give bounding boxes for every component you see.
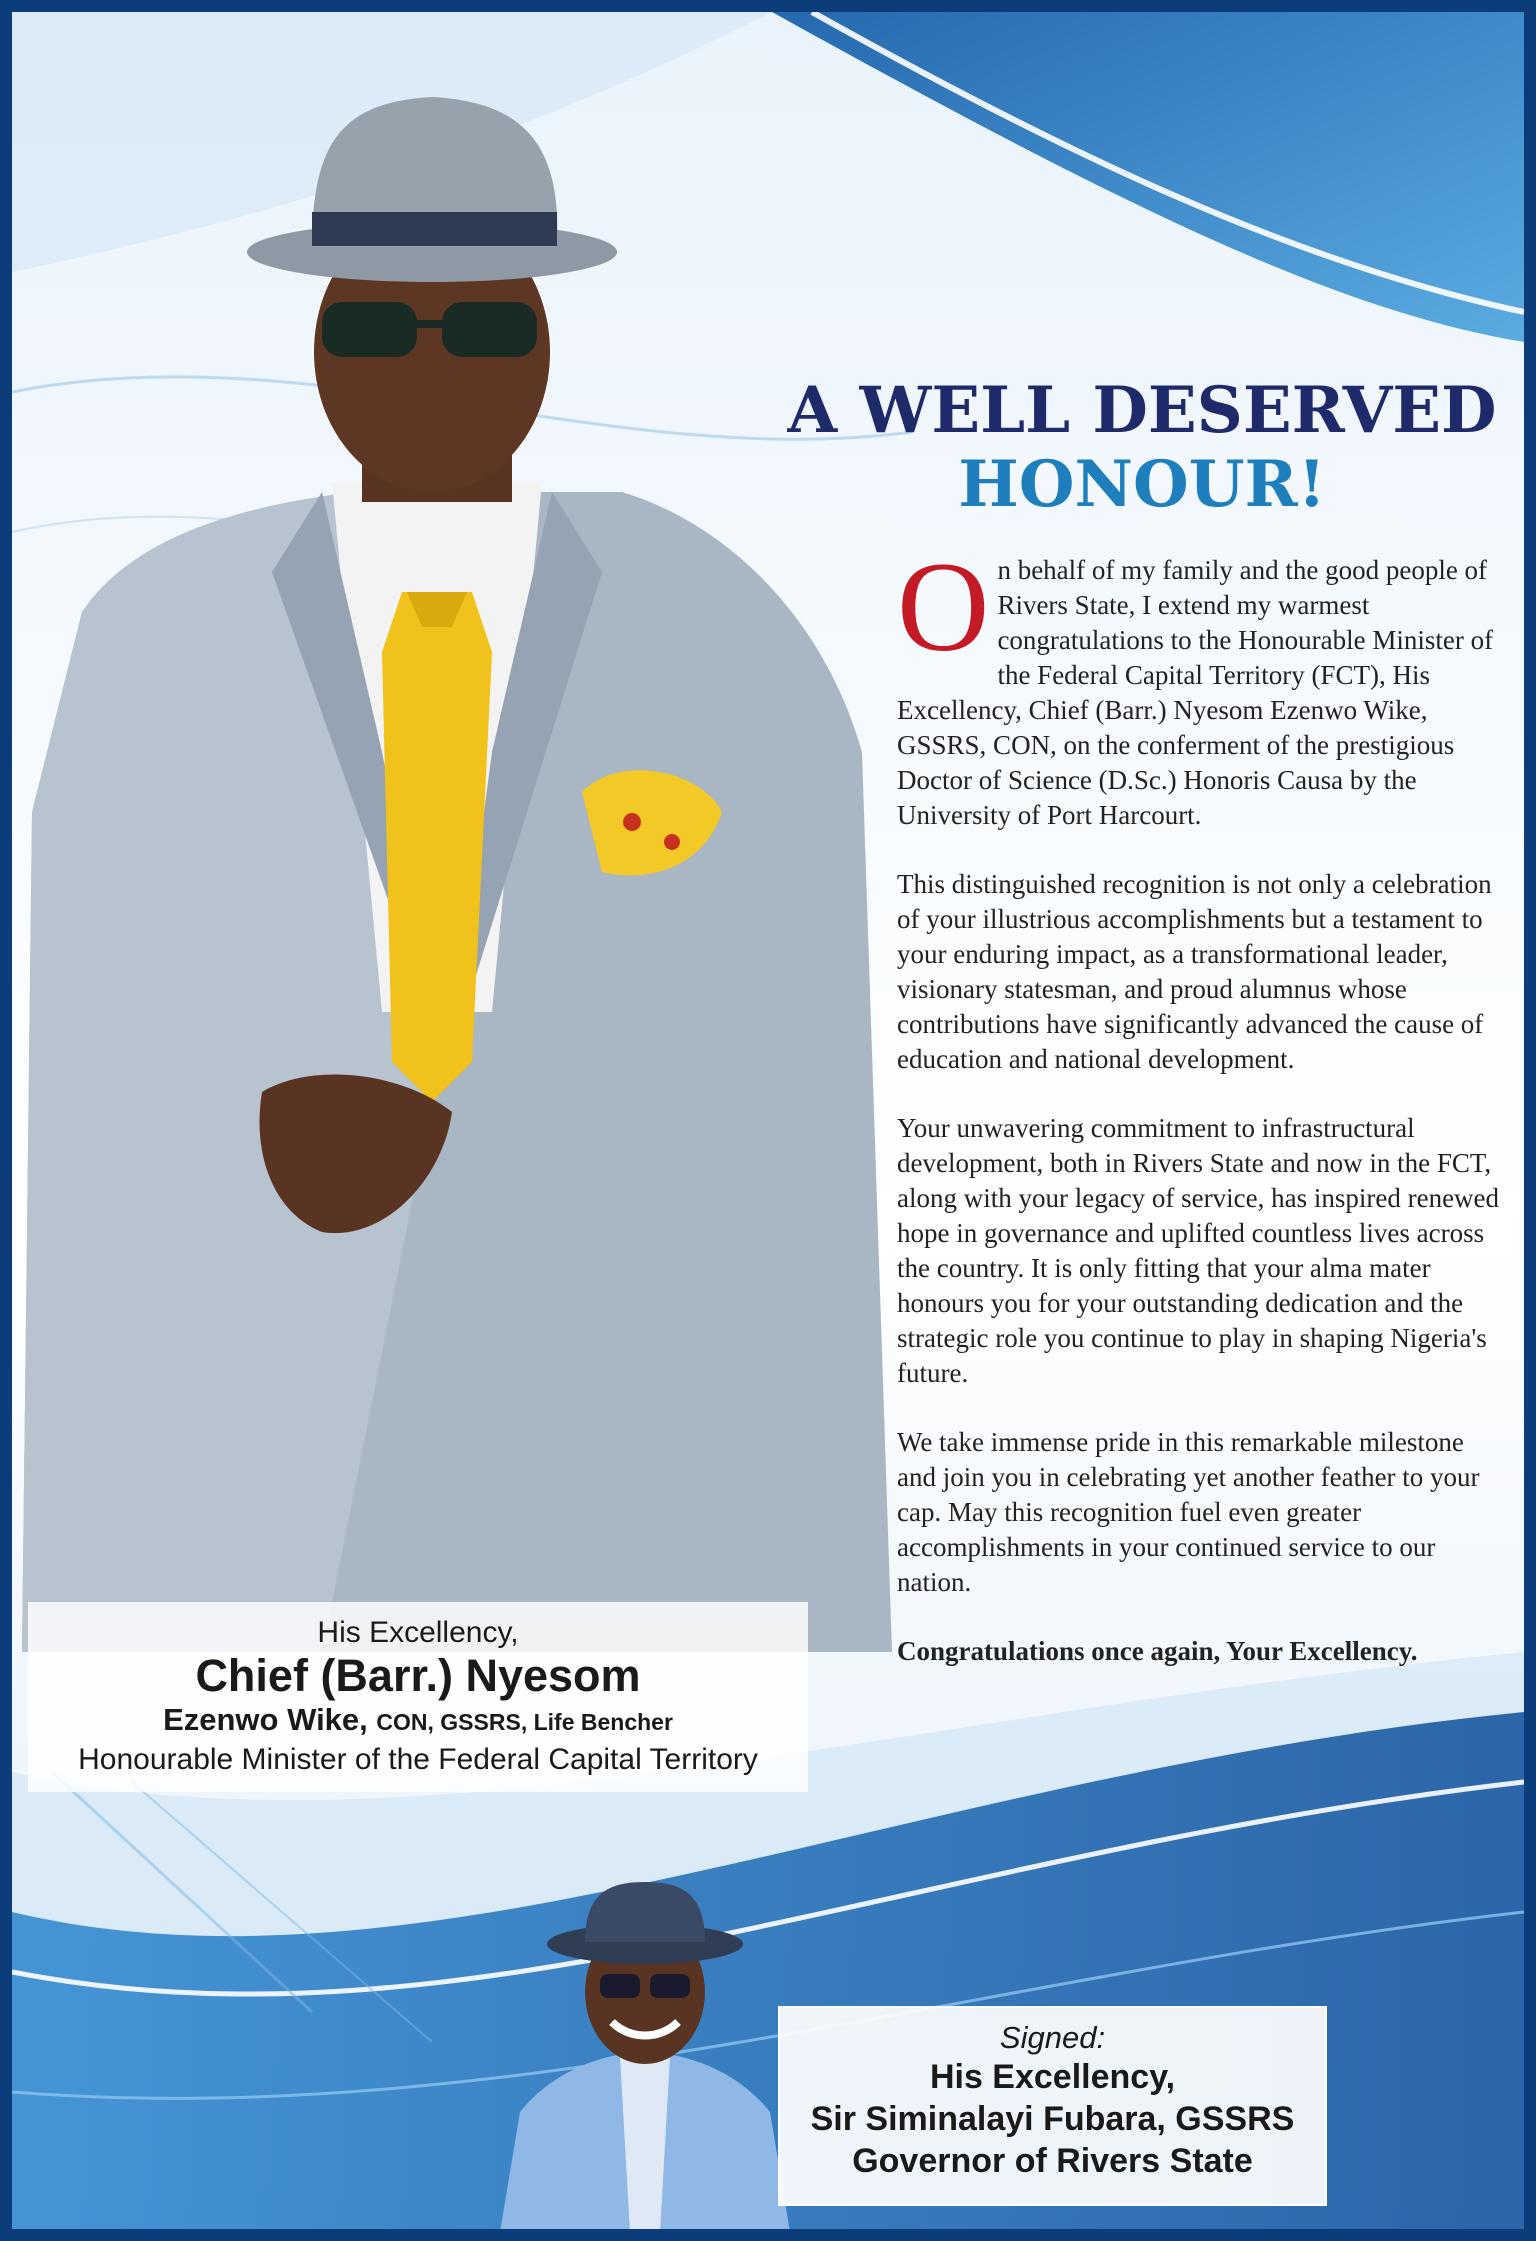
honoree-portrait xyxy=(22,52,892,1652)
caption-name: Chief (Barr.) Nyesom xyxy=(195,1650,641,1701)
signatory-office: Governor of Rivers State xyxy=(852,2142,1253,2180)
signed-label: Signed: xyxy=(999,2020,1106,2055)
paragraph-1 xyxy=(897,536,1505,833)
signatory-honorific: His Excellency, xyxy=(929,2058,1176,2096)
headline-line-1: A WELL DESERVED xyxy=(787,373,1497,448)
headline xyxy=(782,374,1502,522)
paragraph-3: Your unwavering commitment to infrastructural development, both in Rivers State and now in the FCT, along with your legacy of service, has inspired renewed hope in governance and uplifted countless lives across the country. It is only fitting that your alma mater honours you for your outstanding dedication and the strategic role you continue to play in shaping Nigeria's future. xyxy=(897,1113,1500,1388)
caption-name-titles xyxy=(28,1702,808,1740)
closing-line: Congratulations once again, Your Excellency. xyxy=(897,1636,1418,1666)
signatory-name: Sir Siminalayi Fubara, GSSRS xyxy=(810,2100,1295,2138)
headline-line-2: HONOUR! xyxy=(958,447,1326,522)
honoree-caption xyxy=(28,1602,808,1792)
signature-block xyxy=(778,2006,1327,2206)
congratulatory-message xyxy=(897,536,1505,1703)
governor-portrait xyxy=(500,1882,790,2232)
caption-surname: Ezenwo Wike, xyxy=(163,1702,368,1737)
caption-honorific: His Excellency, xyxy=(317,1616,519,1649)
caption-titles: CON, GSSRS, Life Bencher xyxy=(376,1709,673,1735)
paragraph-1-text: n behalf of my family and the good people of Rivers State, I extend my warmest congratulations to the Honourable Minister of the Federal Capital Territory (FCT), His Excellency, Chief (Barr.) Nyesom Ezenwo Wike, GSSRS, CON, on the conferment of the prestigious Doctor of Science (D.Sc.) Honoris Causa by the University of Port Harcourt. xyxy=(897,555,1494,830)
paragraph-4: We take immense pride in this remarkable milestone and join you in celebrating yet another feather to your cap. May this recognition fuel even greater accomplishments in your continued service to our nation. xyxy=(897,1427,1480,1597)
paragraph-2: This distinguished recognition is not only a celebration of your illustrious accomplishments but a testament to your enduring impact, as a transformational leader, visionary statesman, and proud alumnus whose contributions have significantly advanced the cause of education and national development. xyxy=(897,869,1492,1074)
drop-cap: O xyxy=(897,536,990,678)
caption-office: Honourable Minister of the Federal Capital Territory xyxy=(78,1743,758,1776)
